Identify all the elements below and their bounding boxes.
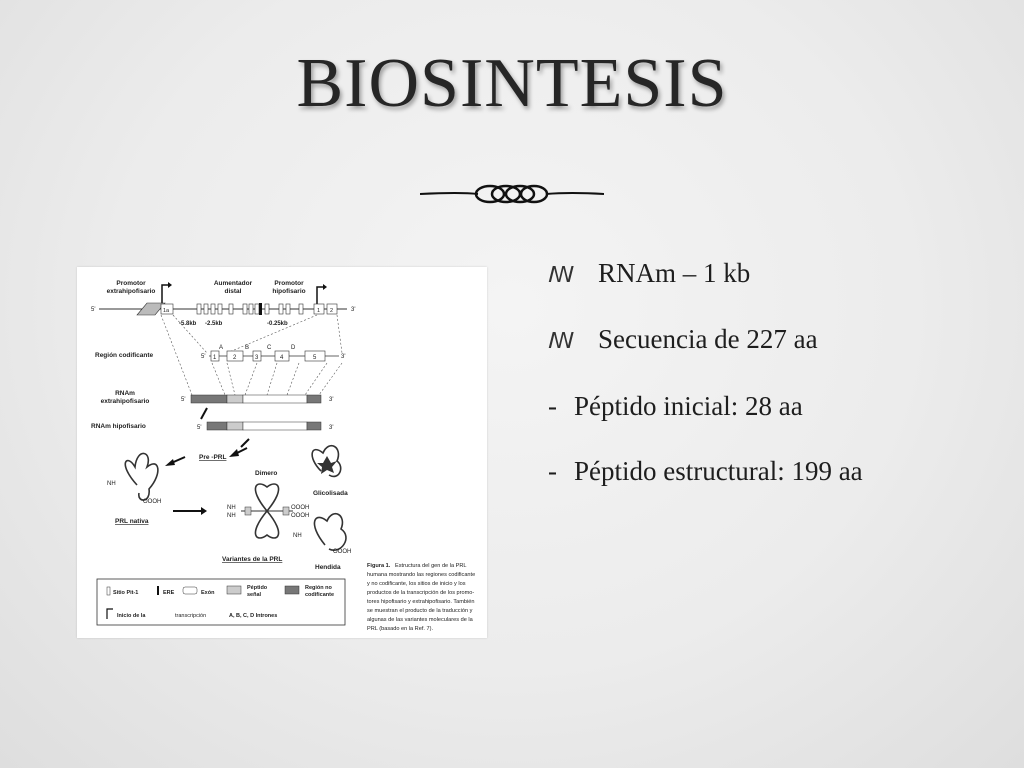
prl-nativa-cooh: OOOH — [143, 499, 162, 505]
bullet-item — [548, 391, 803, 422]
ornament-divider-icon — [420, 180, 604, 208]
promotor-hipo-label-1: Promotor — [274, 280, 304, 287]
caption-bold: Figura 1. — [367, 563, 391, 569]
caption-line-1: Estructura del gen de la PRL — [395, 563, 467, 569]
coding-5prime: 5' — [201, 354, 206, 360]
caption-line-7: algunas de las variantes moleculares de la — [367, 617, 473, 623]
legend-region-no-1: Región no — [305, 585, 332, 591]
dimero-cooh-a: OOOH — [291, 505, 310, 511]
legend-introns: A, B, C, D Intrones — [229, 613, 278, 619]
caption-line-3: y no codificante, los sitios de inicio y los — [367, 581, 466, 587]
coding-exon-4: 4 — [280, 355, 284, 361]
pos-58kb: -5.8kb — [179, 321, 197, 327]
prl-gene-figure — [77, 267, 487, 638]
coding-exon-1: 1 — [213, 355, 217, 361]
promotor-extra-label-1: Promotor — [116, 280, 146, 287]
caption-line-4: productos de la transcripción de los promo- — [367, 590, 475, 596]
bullet-item — [548, 258, 750, 289]
bullet-dash: - — [548, 391, 557, 421]
legend-peptido-2: señal — [247, 592, 262, 598]
aumentador-label-2: distal — [224, 288, 242, 295]
rnam-extra-3prime: 3' — [329, 397, 334, 403]
promotor-extra-label-2: extrahipofisario — [106, 288, 156, 295]
promotor-hipo-label-2: hipofisario — [272, 288, 306, 295]
bullet-text: Péptido inicial: 28 aa — [574, 391, 803, 421]
bullet-dash: - — [548, 456, 557, 486]
aumentador-label-1: Aumentador — [213, 280, 253, 287]
pos-025kb: -0.25kb — [267, 321, 288, 327]
rnam-extra-5prime: 5' — [181, 397, 186, 403]
prl-nativa-label: PRL nativa — [115, 518, 149, 525]
coding-3prime: 3' — [341, 354, 346, 360]
gene-exon1-label: 1 — [317, 308, 321, 314]
bullet-text: Péptido estructural: 199 aa — [574, 456, 863, 486]
prl-nativa-nh2: NH — [107, 481, 116, 487]
dimero-cooh-b: OOOH — [291, 513, 310, 519]
rnam-extra-label-2: extrahipofisario — [100, 398, 150, 405]
coding-exon-2: 2 — [233, 355, 237, 361]
rnam-hipo-label: RNAm hipofisario — [91, 423, 146, 430]
caption-line-5: tores hipofisario y extrahipofisario. También — [367, 599, 475, 605]
coding-exon-5: 5 — [313, 355, 317, 361]
bullet-item — [548, 456, 863, 487]
bullet-item — [548, 324, 818, 355]
variantes-label: Variantes de la PRL — [222, 556, 283, 563]
legend-sitio: Sitio Pit-1 — [113, 590, 139, 596]
exon-1a-label: 1a — [163, 308, 170, 314]
hendida-label: Hendida — [315, 564, 341, 571]
legend-region-no-2: codificante — [305, 592, 335, 598]
coding-intron-d: D — [291, 345, 296, 351]
bullet-loop-icon: ꟿ — [548, 328, 575, 353]
bullet-text: RNAm – 1 kb — [598, 258, 751, 288]
hendida-nh2: NH — [293, 533, 302, 539]
region-codificante-label: Región codificante — [95, 352, 154, 359]
gene-3prime: 3' — [351, 307, 356, 313]
slide-title: BIOSINTESIS — [296, 45, 728, 122]
caption-line-6: se muestran el producto de la traducción y — [367, 608, 473, 614]
dimero-nh2-b: NH — [227, 513, 236, 519]
legend-inicio: Inicio de la — [117, 613, 146, 619]
legend-ere: ERE — [163, 590, 175, 596]
rnam-hipo-3prime: 3' — [329, 425, 334, 431]
coding-intron-b: B — [245, 345, 250, 351]
gene-5prime: 5' — [91, 307, 96, 313]
legend-peptido-1: Péptido — [247, 585, 268, 591]
pos-25kb: -2.5kb — [205, 321, 223, 327]
rnam-extra-label-1: RNAm — [115, 390, 135, 397]
pre-prl-label: Pre -PRL — [199, 454, 227, 461]
gene-exon2-label: 2 — [330, 308, 334, 314]
hendida-cooh: OOOH — [333, 549, 352, 555]
legend-exon: Exón — [201, 590, 215, 596]
legend-transcripcion: transcripción — [175, 613, 207, 619]
glicolisada-label: Glicolisada — [313, 490, 348, 497]
coding-intron-a: A — [219, 345, 224, 351]
caption-line-2: humana mostrando las regiones codificante — [367, 572, 476, 578]
bullet-loop-icon: ꟿ — [548, 262, 575, 287]
coding-exon-3: 3 — [255, 355, 259, 361]
caption-line-8: PRL (basado en la Ref. 7). — [367, 626, 434, 632]
bullet-text: Secuencia de 227 aa — [598, 324, 818, 354]
dimero-nh2-a: NH — [227, 505, 236, 511]
rnam-hipo-5prime: 5' — [197, 425, 202, 431]
coding-intron-c: C — [267, 345, 272, 351]
dimero-label: Dimero — [255, 470, 278, 477]
